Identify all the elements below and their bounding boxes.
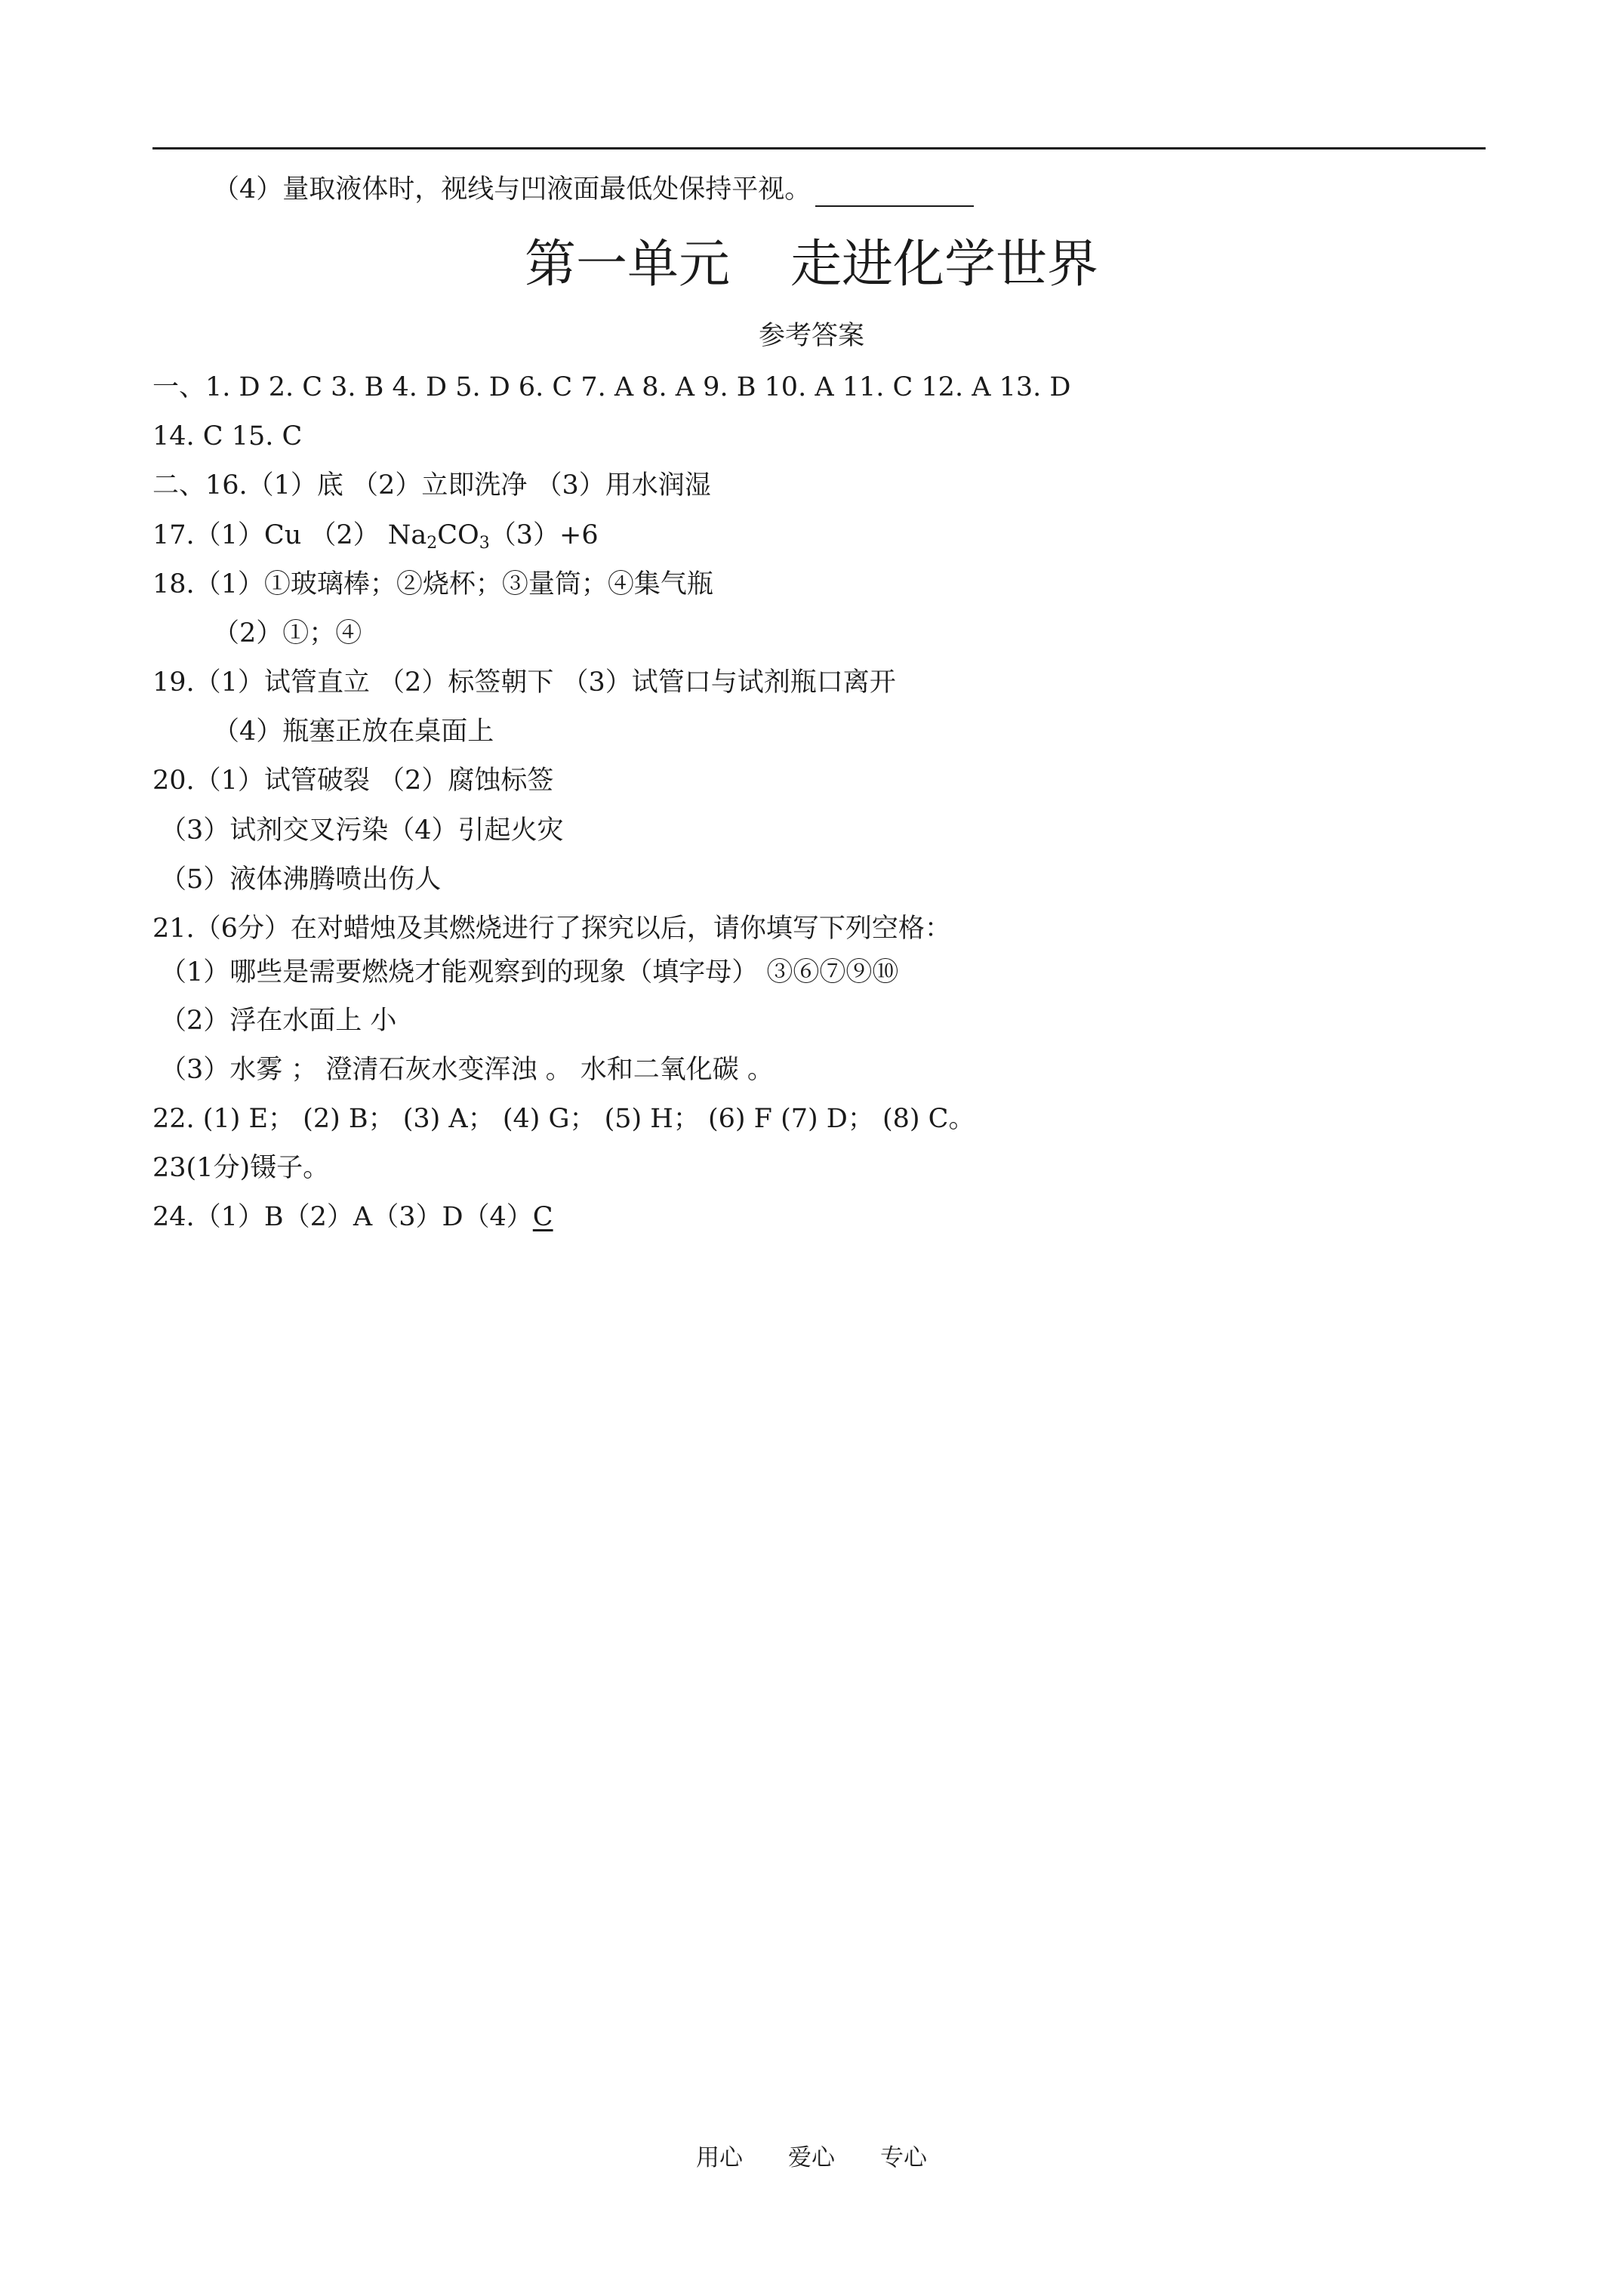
top-question-text: （4）量取液体时，视线与凹液面最低处保持平视。 (213, 174, 812, 205)
answer-line-11: （5）液体沸腾喷出伤人 (160, 864, 442, 895)
answer-line-14: （2）浮在水面上 小 (160, 1006, 397, 1036)
answer-line-8: （4）瓶塞正放在桌面上 (213, 717, 494, 747)
answer-line-6: （2）①；④ (213, 618, 362, 649)
answer-line-2: 14. C 15. C (152, 421, 303, 451)
page-title (0, 231, 1623, 299)
answer-blank (815, 180, 974, 207)
answer-line-3: 二、16.（1）底 （2）立即洗净 （3）用水润湿 (152, 470, 711, 501)
answer-line-1: 一、1. D 2. C 3. B 4. D 5. D 6. C 7. A 8. A 9. B 10. A 11. C 12. A 13. D (152, 372, 1071, 402)
page-footer: 用心 爱心 专心 (696, 2144, 927, 2171)
answer-line-13: （1）哪些是需要燃烧才能观察到的现象（填字母） ③⑥⑦⑨⑩ (160, 957, 899, 988)
answer-line-18: 24.（1）B（2）A（3）D（4）C (152, 1202, 553, 1232)
answer-line-5: 18.（1）①玻璃棒；②烧杯；③量筒；④集气瓶 (152, 569, 713, 599)
answer-line-17: 23(1分)镊子。 (152, 1153, 330, 1183)
header-rule (152, 147, 1486, 149)
answer-line-4: 17.（1）Cu （2） $Na_2CO_3(3)+6$ (152, 520, 599, 553)
answer-line-7: 19.（1）试管直立 （2）标签朝下 （3）试管口与试剂瓶口离开 (152, 667, 896, 698)
top-question-line (213, 172, 974, 207)
title-name: 走进化学世界 (790, 235, 1099, 294)
answer-line-16: 22. (1) E； (2) B； (3) A； (4) G； (5) H； (6) F (7) D； (8) C。 (152, 1104, 975, 1134)
title-unit: 第一单元 (524, 235, 730, 294)
subtitle: 参考答案 (758, 321, 864, 351)
answer-line-10: （3）试剂交叉污染（4）引起火灾 (160, 815, 564, 846)
answer-line-9: 20.（1）试管破裂 （2）腐蚀标签 (152, 766, 554, 796)
answer-line-12: 21.（6分）在对蜡烛及其燃烧进行了探究以后，请你填写下列空格： (152, 914, 951, 944)
answer-line-15: （3）水雾 ； 澄清石灰水变浑浊 。 水和二氧化碳 。 (160, 1055, 774, 1085)
